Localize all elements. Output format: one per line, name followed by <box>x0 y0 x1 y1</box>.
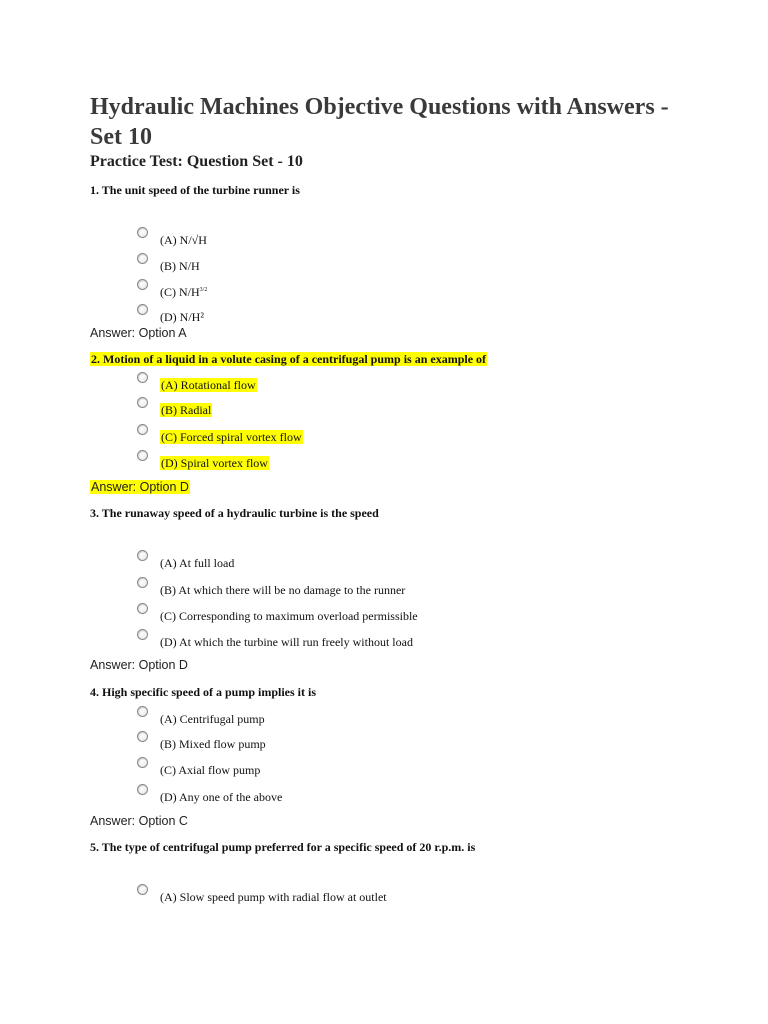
q4-answer: Answer: Option C <box>90 814 188 828</box>
question-2-text <box>90 352 487 367</box>
q3-option-b-radio[interactable] <box>137 577 148 588</box>
q4-option-b-label: (B) Mixed flow pump <box>160 737 266 751</box>
q3-option-b-label: (B) At which there will be no damage to the runner <box>160 583 406 597</box>
q1-answer: Answer: Option A <box>90 326 187 340</box>
q1-option-b-radio[interactable] <box>137 253 148 264</box>
q4-option-b-radio[interactable] <box>137 731 148 742</box>
q4-option-d-radio[interactable] <box>137 784 148 795</box>
q2-option-d-radio[interactable] <box>137 450 148 461</box>
q5-option-a-radio[interactable] <box>137 884 148 895</box>
q3-option-a-label: (A) At full load <box>160 556 235 570</box>
q4-option-a-radio[interactable] <box>137 706 148 717</box>
q2-option-b-label <box>160 403 212 418</box>
q2-option-b-highlight: (B) Radial <box>161 403 212 417</box>
q4-option-d-label: (D) Any one of the above <box>160 790 283 804</box>
question-5-text: 5. The type of centrifugal pump preferred for a specific speed of 20 r.p.m. is <box>90 840 476 854</box>
q2-option-c-radio[interactable] <box>137 424 148 435</box>
q3-option-c-label: (C) Corresponding to maximum overload permissible <box>160 609 418 623</box>
q2-answer <box>90 480 190 494</box>
q2-text-highlight: 2. Motion of a liquid in a volute casing of a centrifugal pump is an example of <box>91 352 487 366</box>
question-1-text: 1. The unit speed of the turbine runner is <box>90 183 300 197</box>
q2-answer-highlight: Answer: Option D <box>91 480 189 494</box>
q2-option-b-radio[interactable] <box>137 397 148 408</box>
question-4-text: 4. High specific speed of a pump implies it is <box>90 685 317 699</box>
q4-option-c-radio[interactable] <box>137 757 148 768</box>
q1-option-c-text: (C) N/H <box>160 285 200 299</box>
q2-option-d-label <box>160 456 269 471</box>
page-title: Hydraulic Machines Objective Questions with Answers - Set 10 <box>90 94 669 150</box>
q2-option-c-label <box>160 430 303 445</box>
q1-option-c-label <box>160 285 207 300</box>
q3-answer: Answer: Option D <box>90 658 188 672</box>
q3-option-d-radio[interactable] <box>137 629 148 640</box>
q2-option-a-radio[interactable] <box>137 372 148 383</box>
q1-option-a-radio[interactable] <box>137 227 148 238</box>
q1-option-d-label: (D) N/H² <box>160 310 204 324</box>
q2-option-a-highlight: (A) Rotational flow <box>161 378 256 392</box>
q1-option-d-radio[interactable] <box>137 304 148 315</box>
q2-option-c-highlight: (C) Forced spiral vortex flow <box>161 430 302 444</box>
question-3-text: 3. The runaway speed of a hydraulic turbine is the speed <box>90 506 379 520</box>
q1-option-c-exponent: 3/2 <box>199 287 208 293</box>
q1-option-c-radio[interactable] <box>137 279 148 290</box>
q3-option-a-radio[interactable] <box>137 550 148 561</box>
q1-option-b-label: (B) N/H <box>160 259 200 273</box>
page-subtitle: Practice Test: Question Set - 10 <box>90 153 303 170</box>
q3-option-c-radio[interactable] <box>137 603 148 614</box>
q2-option-d-highlight: (D) Spiral vortex flow <box>161 456 268 470</box>
q1-option-a-label: (A) N/√H <box>160 233 207 247</box>
q5-option-a-label: (A) Slow speed pump with radial flow at outlet <box>160 890 387 904</box>
q4-option-a-label: (A) Centrifugal pump <box>160 712 265 726</box>
q2-option-a-label <box>160 378 257 393</box>
q3-option-d-label: (D) At which the turbine will run freely without load <box>160 635 413 649</box>
q4-option-c-label: (C) Axial flow pump <box>160 763 261 777</box>
